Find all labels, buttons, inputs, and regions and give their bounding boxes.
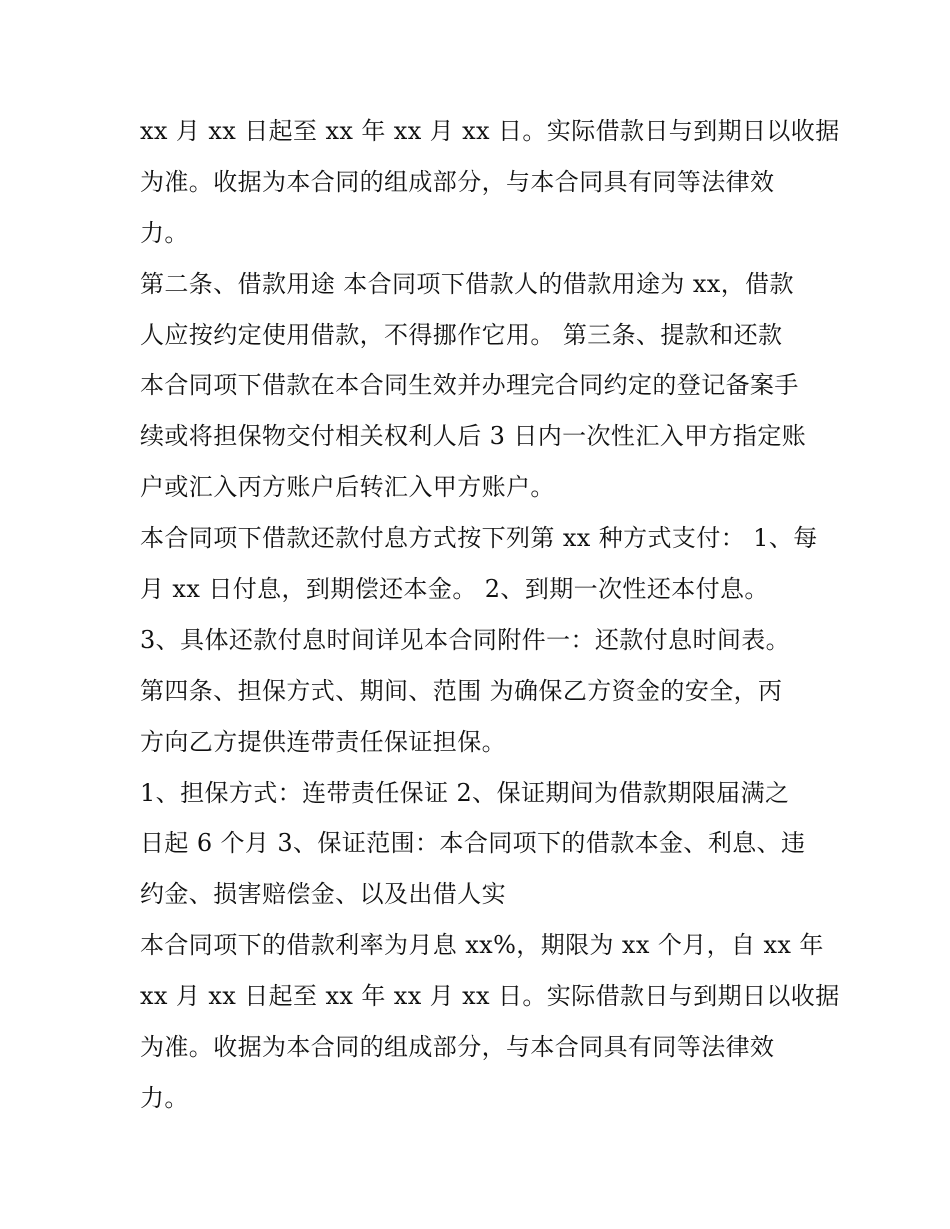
text-line: 为准。收据为本合同的组成部分，与本合同具有同等法律效	[140, 1033, 775, 1062]
text-line: 月 xx 日付息，到期偿还本金。 2、到期一次性还本付息。	[140, 575, 769, 604]
text-line: 本合同项下的借款利率为月息 xx%，期限为 xx 个月，自 xx 年	[140, 931, 824, 960]
text-line: 力。	[140, 218, 189, 247]
text-line: 第二条、借款用途 本合同项下借款人的借款用途为 xx，借款	[140, 269, 794, 298]
text-line: xx 月 xx 日起至 xx 年 xx 月 xx 日。实际借款日与到期日以收据	[140, 982, 840, 1011]
text-line: 第四条、担保方式、期间、范围 为确保乙方资金的安全，丙	[140, 676, 783, 705]
text-line: 续或将担保物交付相关权利人后 3 日内一次性汇入甲方指定账	[140, 422, 807, 451]
document-page	[140, 106, 840, 1124]
text-line: 人应按约定使用借款，不得挪作它用。 第三条、提款和还款	[140, 320, 783, 349]
text-line: 1、担保方式：连带责任保证 2、保证期间为借款期限届满之	[140, 778, 790, 807]
text-line: 约金、损害赔偿金、以及出借人实	[140, 880, 506, 909]
text-line: 力。	[140, 1083, 189, 1112]
text-line: 3、具体还款付息时间详见本合同附件一：还款付息时间表。	[140, 625, 791, 654]
text-line: 本合同项下借款在本合同生效并办理完合同约定的登记备案手	[140, 371, 799, 400]
text-line: xx 月 xx 日起至 xx 年 xx 月 xx 日。实际借款日与到期日以收据	[140, 117, 840, 145]
text-line: 本合同项下借款还款付息方式按下列第 xx 种方式支付： 1、每	[140, 524, 818, 553]
text-line: 为准。收据为本合同的组成部分，与本合同具有同等法律效	[140, 167, 775, 196]
text-line: 户或汇入丙方账户后转汇入甲方账户。	[140, 473, 555, 502]
text-line: 日起 6 个月 3、保证范围：本合同项下的借款本金、利息、违	[140, 829, 806, 858]
text-line: 方向乙方提供连带责任保证担保。	[140, 727, 506, 756]
